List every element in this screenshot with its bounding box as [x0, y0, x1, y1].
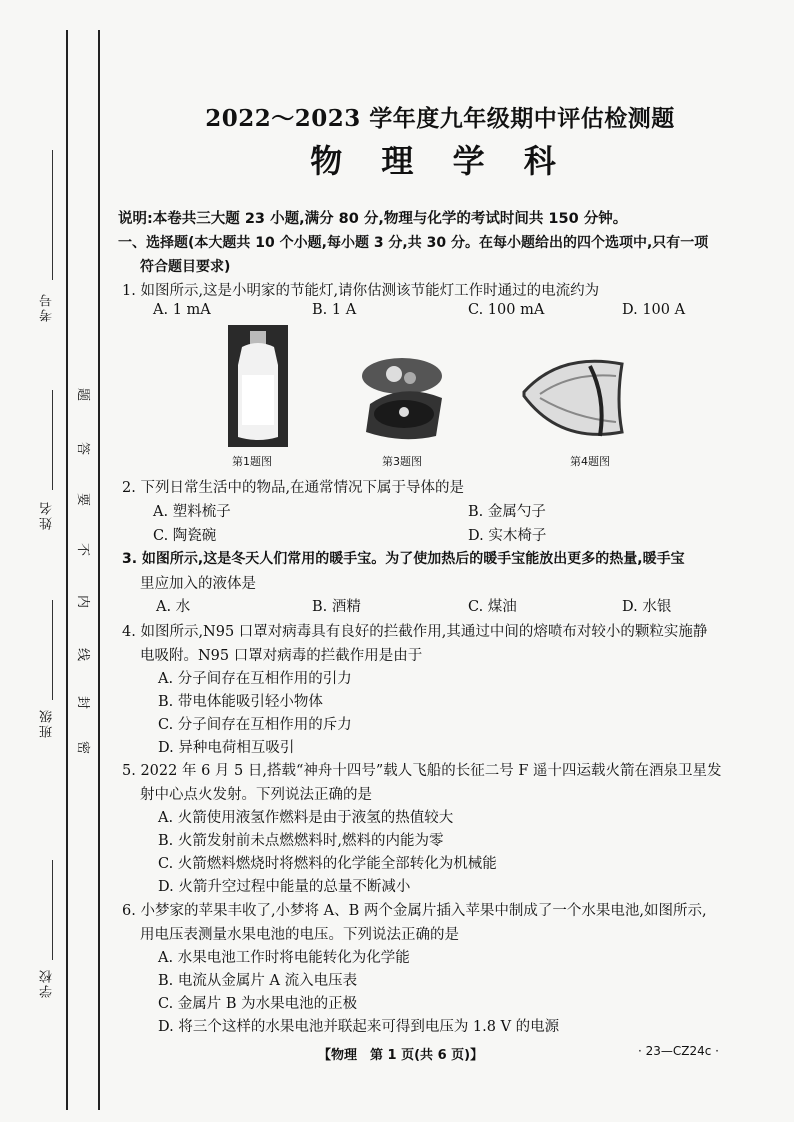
exam-code: · 23—CZ24c ·	[638, 1044, 719, 1058]
question-4-option-b: B. 带电体能吸引轻小物体	[158, 694, 323, 710]
question-1-stem: 1. 如图所示,这是小明家的节能灯,请你估测该节能灯工作时通过的电流约为	[122, 283, 600, 299]
question-5-stem: 5. 2022 年 6 月 5 日,搭载“神舟十四号”载人飞船的长征二号 F 遥十四运载火箭在酒泉卫星发	[122, 763, 722, 779]
exam-no-field-line[interactable]	[52, 150, 53, 280]
figure-4-caption: 第4题图	[570, 455, 610, 468]
question-2-option-b: B. 金属勺子	[468, 504, 546, 520]
question-4-option-c: C. 分子间存在互相作用的斥力	[158, 717, 352, 733]
question-6-option-a: A. 水果电池工作时将电能转化为化学能	[158, 950, 410, 966]
question-6-option-d: D. 将三个这样的水果电池并联起来可得到电压为 1.8 V 的电源	[158, 1019, 560, 1035]
n95-mask-figure	[520, 352, 630, 444]
class-field-line[interactable]	[52, 600, 53, 700]
question-4-option-d: D. 异种电荷相互吸引	[158, 740, 295, 756]
question-3-option-d: D. 水银	[622, 599, 672, 615]
seal-char: 要	[75, 492, 91, 507]
question-4-option-a: A. 分子间存在互相作用的引力	[158, 671, 352, 687]
class-label: 班级	[40, 708, 55, 738]
energy-saving-lamp-figure	[228, 325, 288, 447]
seal-char: 线	[75, 647, 91, 662]
question-4-stem: 4. 如图所示,N95 口罩对病毒具有良好的拦截作用,其通过中间的熔喷布对较小的颗粒实施静	[122, 624, 708, 640]
margin-line-inner	[98, 30, 100, 1110]
exam-no-label: 考号	[40, 292, 55, 322]
figure-3-caption: 第3题图	[382, 455, 422, 468]
name-field-line[interactable]	[52, 390, 53, 490]
section-heading-cont: 符合题目要求)	[140, 259, 231, 275]
question-3-option-b: B. 酒精	[312, 599, 361, 615]
question-6-stem: 6. 小梦家的苹果丰收了,小梦将 A、B 两个金属片插入苹果中制成了一个水果电池,如图所示,	[122, 903, 707, 919]
question-1-option-c: C. 100 mA	[468, 302, 545, 318]
question-5-stem-cont: 射中心点火发射。下列说法正确的是	[140, 787, 372, 803]
school-label: 学校	[40, 968, 55, 998]
name-label: 姓名	[40, 500, 55, 530]
subject-title: 物 理 学 科	[310, 142, 570, 180]
seal-char: 密	[75, 740, 91, 755]
section-heading: 一、选择题(本大题共 10 个小题,每小题 3 分,共 30 分。在每小题给出的四个选项中,只有一项	[118, 235, 709, 251]
seal-char: 内	[75, 594, 91, 609]
seal-char: 题	[75, 387, 91, 402]
hand-warmer-figure	[356, 352, 452, 442]
question-6-option-c: C. 金属片 B 为水果电池的正极	[158, 996, 358, 1012]
question-5-option-b: B. 火箭发射前未点燃燃料时,燃料的内能为零	[158, 833, 444, 849]
seal-char: 封	[75, 695, 91, 710]
instructions: 说明:本卷共三大题 23 小题,满分 80 分,物理与化学的考试时间共 150 分钟。	[118, 211, 628, 227]
figure-1-caption: 第1题图	[232, 455, 272, 468]
exam-title: 2022～2023 学年度九年级期中评估检测题	[205, 105, 675, 132]
question-3-stem: 3. 如图所示,这是冬天人们常用的暖手宝。为了使加热后的暖手宝能放出更多的热量,暖手宝	[122, 551, 685, 567]
question-2-option-a: A. 塑料梳子	[153, 504, 231, 520]
school-field-line[interactable]	[52, 860, 53, 960]
question-2-stem: 2. 下列日常生活中的物品,在通常情况下属于导体的是	[122, 480, 465, 496]
question-5-option-c: C. 火箭燃料燃烧时将燃料的化学能全部转化为机械能	[158, 856, 497, 872]
question-6-stem-cont: 用电压表测量水果电池的电压。下列说法正确的是	[140, 927, 459, 943]
question-3-option-a: A. 水	[156, 599, 191, 615]
question-2-option-c: C. 陶瓷碗	[153, 528, 217, 544]
question-3-stem-cont: 里应加入的液体是	[140, 576, 256, 592]
seal-char: 答	[75, 441, 91, 456]
question-1-option-d: D. 100 A	[622, 302, 686, 318]
question-4-stem-cont: 电吸附。N95 口罩对病毒的拦截作用是由于	[140, 648, 423, 664]
margin-line-outer	[66, 30, 68, 1110]
question-3-option-c: C. 煤油	[468, 599, 517, 615]
question-6-option-b: B. 电流从金属片 A 流入电压表	[158, 973, 358, 989]
question-5-option-a: A. 火箭使用液氢作燃料是由于液氢的热值较大	[158, 810, 454, 826]
page-number: 【物理 第 1 页(共 6 页)】	[318, 1048, 484, 1063]
question-2-option-d: D. 实木椅子	[468, 528, 547, 544]
question-1-option-b: B. 1 A	[312, 302, 357, 318]
question-1-option-a: A. 1 mA	[153, 302, 211, 318]
question-5-option-d: D. 火箭升空过程中能量的总量不断减小	[158, 879, 411, 895]
seal-char: 不	[75, 542, 91, 557]
